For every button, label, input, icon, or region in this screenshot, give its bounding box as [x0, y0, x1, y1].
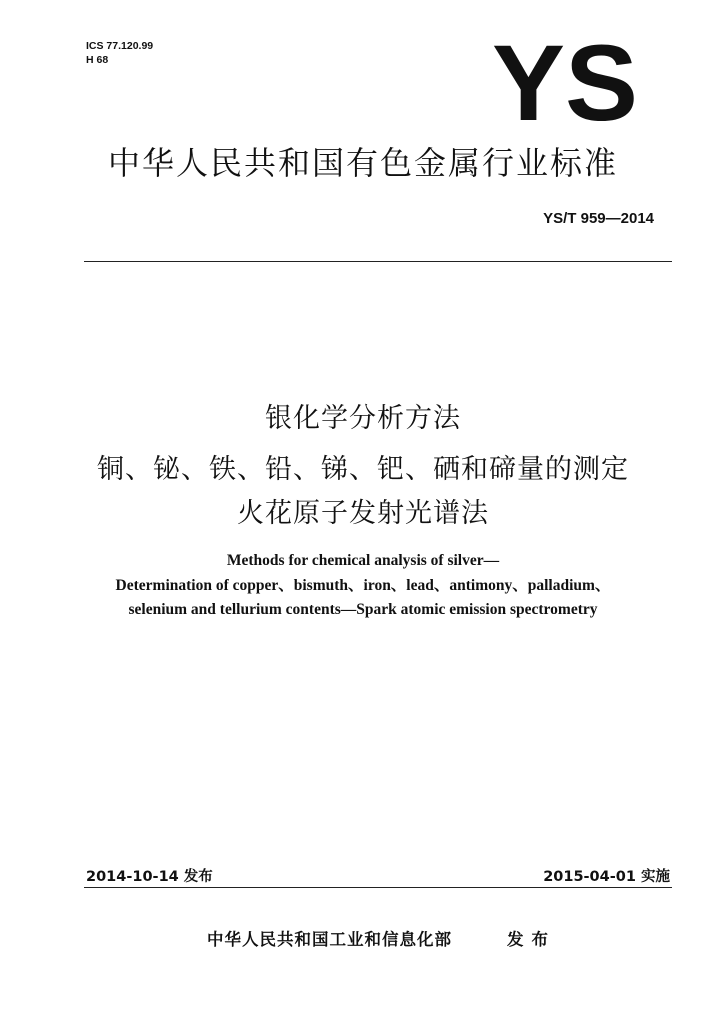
- english-title-line-2: Determination of copper、bismuth、iron、lead、antimony、palladium、: [115, 577, 611, 594]
- issue-date: 2014-10-14 发布: [86, 869, 213, 885]
- english-title-line-3: selenium and tellurium contents—Spark atomic emission spectrometry: [128, 601, 598, 618]
- english-title-line-1: Methods for chemical analysis of silver—: [226, 552, 500, 569]
- footer-divider: [84, 887, 672, 888]
- publish-label: 发布: [507, 930, 556, 949]
- chinese-title-line-1: 银化学分析方法: [265, 403, 461, 434]
- standard-category-title: 中华人民共和国有色金属行业标准: [107, 144, 618, 182]
- ys-logo: [490, 38, 640, 128]
- classification-codes: [86, 39, 153, 67]
- standard-number: YS/T 959—2014: [543, 210, 654, 227]
- class-code: H 68: [86, 54, 109, 66]
- logo-text: YS: [492, 38, 638, 128]
- effective-date: 2015-04-01 实施: [543, 869, 670, 885]
- ics-code: ICS 77.120.99: [86, 40, 154, 52]
- chinese-title-line-2: 铜、铋、铁、铅、锑、钯、硒和碲量的测定: [97, 454, 629, 485]
- publisher-name: 中华人民共和国工业和信息化部: [207, 930, 452, 949]
- header-divider: [84, 261, 672, 262]
- chinese-title-line-3: 火花原子发射光谱法: [237, 498, 489, 529]
